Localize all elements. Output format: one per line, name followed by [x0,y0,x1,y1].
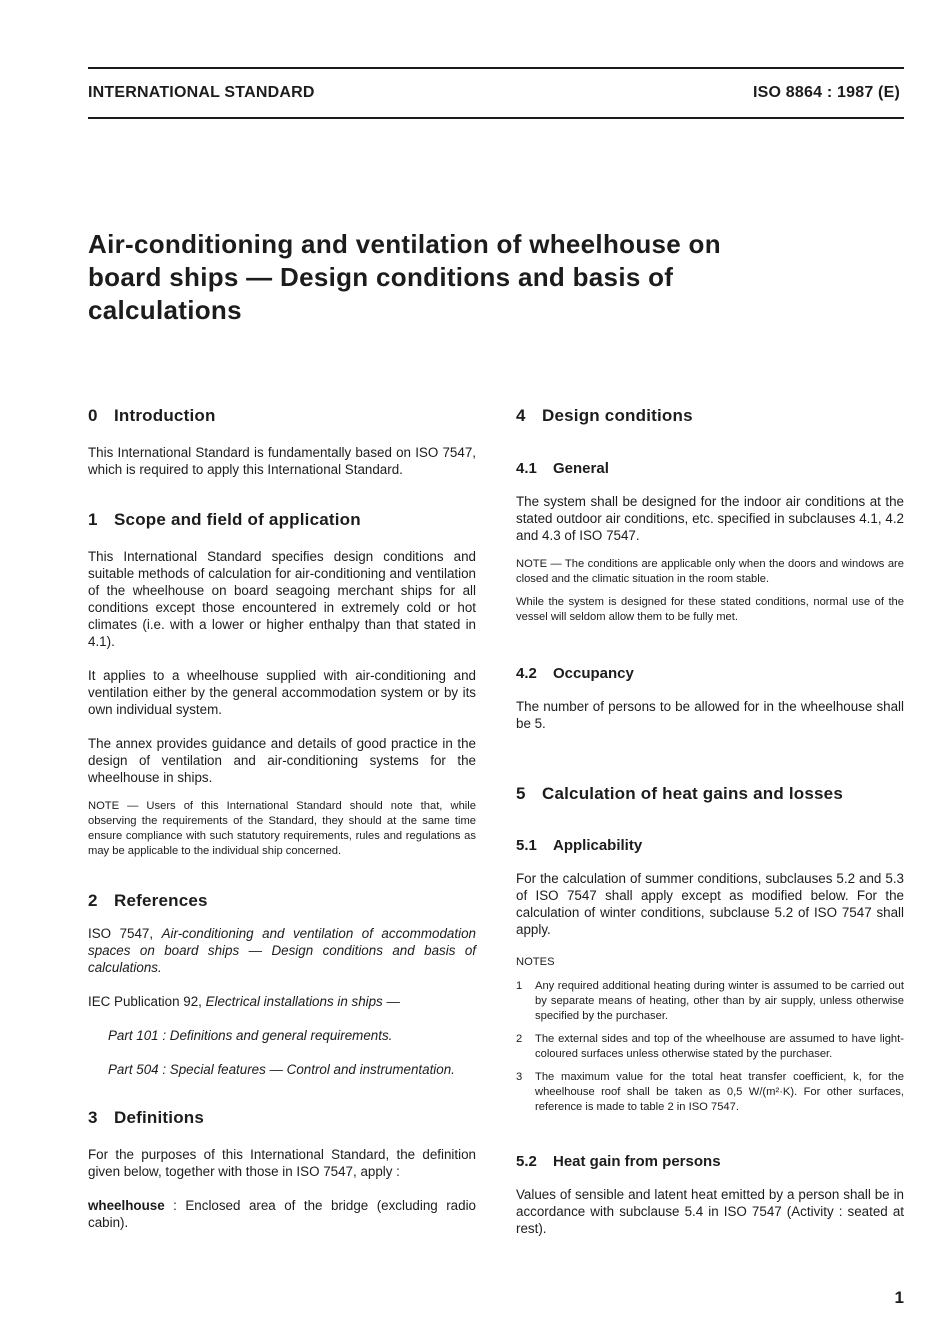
reference-iso-7547: ISO 7547, Air-conditioning and ventilation of accommodation spaces on board ships — Design conditions and basis of calculations. [88,926,476,975]
section-4-1-paragraph: The system shall be designed for the indoor air conditions at the stated outdoor air conditions, etc. specified in subclauses 4.1, 4.2 and 4.3 of ISO 7547. [516,494,904,543]
reference-part-504: Part 504 : Special features — Control and instrumentation. [108,1062,455,1077]
left-column [88,405,476,1231]
section-1-paragraph-2: It applies to a wheelhouse supplied with air-conditioning and ventilation either by the general accommodation system or by its own individual system. [88,668,476,717]
section-5-heading: 5 Calculation of heat gains and losses [516,784,843,803]
section-5-2-heading: 5.2 Heat gain from persons [516,1153,721,1170]
document-title [88,228,848,327]
section-1-paragraph-3: The annex provides guidance and details of good practice in the design of ventilation and air-conditioning systems for the wheelhouse in ships. [88,736,476,785]
section-4-1-note: NOTE — The conditions are applicable only when the doors and windows are closed and the climatic situation in the room stable. [516,558,904,585]
section-1-paragraph-1: This International Standard specifies design conditions and suitable methods of calculation for air-conditioning and ventilation of the wheelhouse on board seagoing merchant ships for all conditions except those encountered in extremely cold or hot climates (i.e. with a lower or higher enthalpy than that stated in 4.1). [88,549,476,649]
reference-iec-92: IEC Publication 92, Electrical installations in ships — [88,994,400,1009]
title-line-1: Air-conditioning and ventilation of wheelhouse on [88,229,721,259]
section-5-1-paragraph: For the calculation of summer conditions, subclauses 5.2 and 5.3 of ISO 7547 shall apply except as modified below. For the calculation of winter conditions, subclause 5.2 of ISO 7547 shall apply. [516,871,904,937]
section-0-heading: 0 Introduction [88,406,216,425]
section-2-heading: 2 References [88,891,208,910]
section-5-1-heading: 5.1 Applicability [516,837,643,854]
definition-wheelhouse: wheelhouse : Enclosed area of the bridge (excluding radio cabin). [88,1198,476,1230]
section-1-note: NOTE — Users of this International Standard should note that, while observing the requirements of the Standard, they should at the same time ensure compliance with such statutory requirements, rules and regulations as may be applicable to the individual ship concerned. [88,800,476,857]
note-3: 3 The maximum value for the total heat transfer coefficient, k, for the wheelhouse roof shall be taken as 0,5 W/(m²·K). For other surfaces, reference is made to table 2 in ISO 7547. [516,1071,904,1113]
note-1: 1 Any required additional heating during winter is assumed to be carried out by separate means of heating, other than by air supply, unless otherwise specified by the purchaser. [516,980,904,1022]
section-5-1-notes-label: NOTES [516,956,555,968]
header-standard-number: ISO 8864 : 1987 (E) [753,84,900,101]
section-0-paragraph: This International Standard is fundamentally based on ISO 7547, which is required to apply this International Standard. [88,445,476,477]
section-4-1-small-paragraph: While the system is designed for these stated conditions, normal use of the vessel will seldom allow them to be fully met. [516,596,904,623]
section-4-heading: 4 Design conditions [516,406,693,425]
page-number: 1 [894,1288,904,1307]
section-3-paragraph: For the purposes of this International Standard, the definition given below, together with those in ISO 7547, apply : [88,1147,476,1179]
section-5-1-notes [516,979,904,1115]
section-5-2-paragraph: Values of sensible and latent heat emitted by a person shall be in accordance with subclause 5.4 in ISO 7547 (Activity : seated at rest). [516,1187,904,1236]
right-column [516,405,904,1237]
title-line-3: calculations [88,295,242,325]
section-1-heading: 1 Scope and field of application [88,510,361,529]
definition-term: wheelhouse [88,1198,165,1213]
header-standard-type: INTERNATIONAL STANDARD [88,84,315,101]
reference-part-101: Part 101 : Definitions and general requirements. [108,1028,393,1043]
title-line-2: board ships — Design conditions and basis of [88,262,674,292]
section-3-heading: 3 Definitions [88,1108,205,1127]
section-4-1-heading: 4.1 General [516,460,609,477]
section-4-2-paragraph: The number of persons to be allowed for in the wheelhouse shall be 5. [516,699,904,731]
header-top-rule [88,67,904,69]
note-2: 2 The external sides and top of the wheelhouse are assumed to have light-coloured surfaces unless otherwise stated by the purchaser. [516,1033,904,1060]
section-4-2-heading: 4.2 Occupancy [516,665,634,682]
header-bottom-rule [88,117,904,119]
